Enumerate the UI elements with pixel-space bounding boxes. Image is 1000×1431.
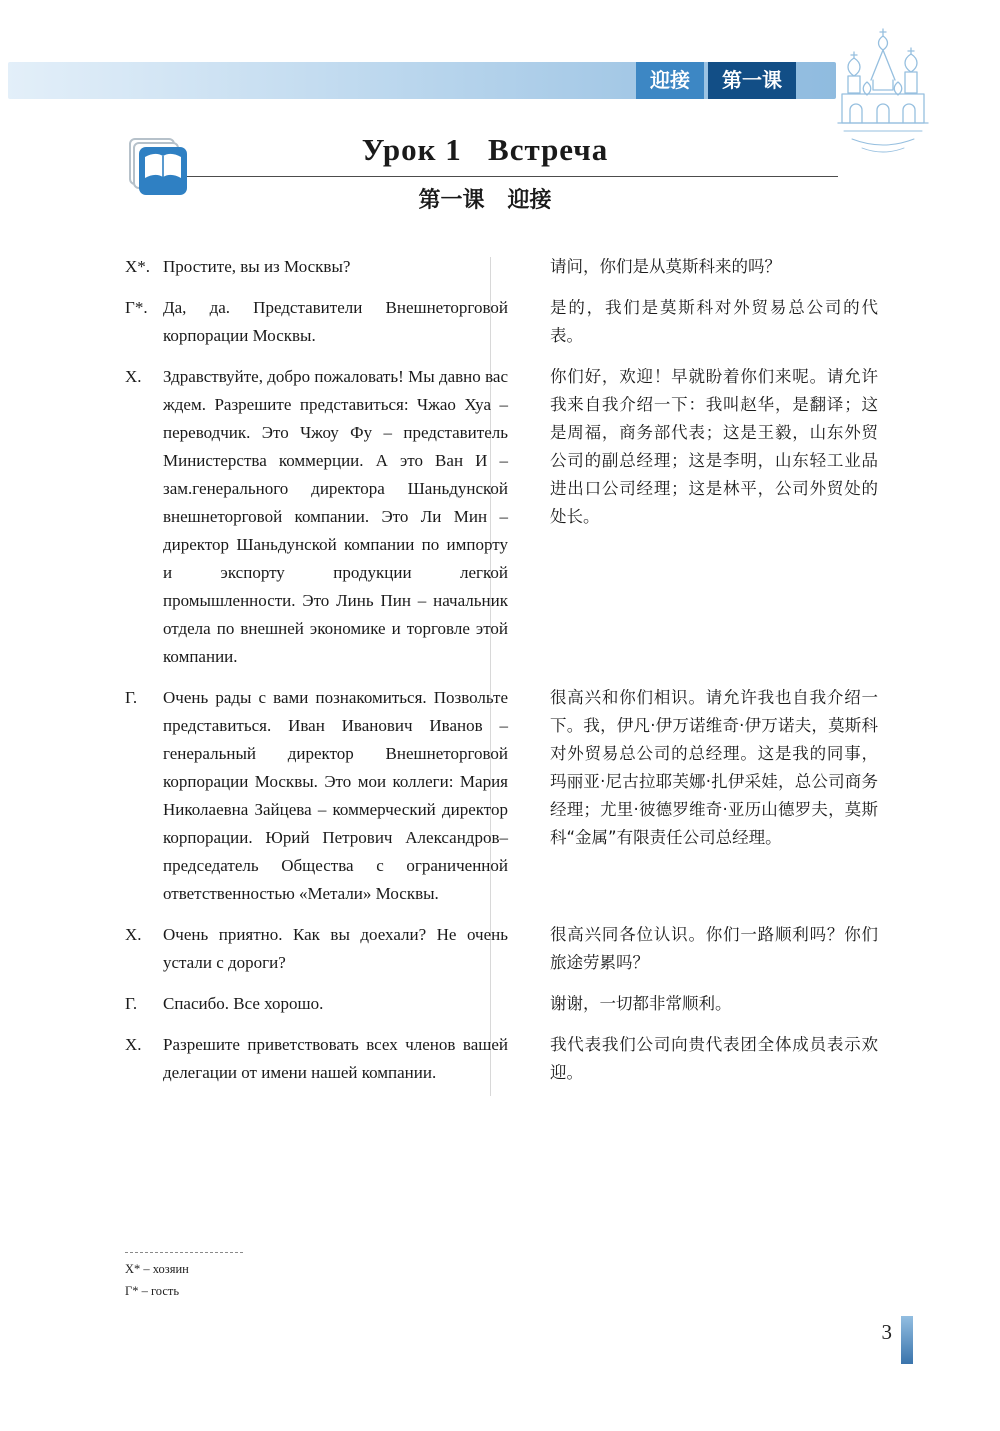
- speaker-label: Г.: [125, 994, 138, 1013]
- title-divider-rule: [130, 176, 838, 177]
- russian-cell: [125, 253, 508, 281]
- lesson-title-chinese: 第一课 迎接: [418, 188, 552, 213]
- chinese-text: 是的，我们是莫斯科对外贸易总公司的代表。: [550, 298, 878, 345]
- page-number: 3: [881, 1320, 892, 1344]
- speaker-label: Х*.: [125, 257, 151, 276]
- russian-cell: [125, 921, 508, 977]
- russian-text: Очень рады с вами познакомиться. Позвольте представиться. Иван Иванович Иванов – генеральный директор Внешнеторговой корпорации Москвы. Это мои коллеги: Мария Николаевна Зайцева – коммерческий директор корпорации. Юрий Петрович Александров– председатель Общества с ограниченной ответственностью «Метали» Москвы.: [163, 688, 508, 903]
- dialogue-row: [125, 990, 878, 1018]
- dialogue-row: [125, 253, 878, 281]
- header-tab-lesson: 第一课: [708, 62, 796, 99]
- russian-text: Спасибо. Все хорошо.: [163, 994, 324, 1013]
- speaker-label: Х.: [125, 1035, 142, 1054]
- header-tab-yingjie: 迎接: [636, 62, 704, 99]
- speaker-label: Г.: [125, 688, 138, 707]
- chinese-text: 很高兴和你们相识。请允许我也自我介绍一下。我，伊凡·伊万诺维奇·伊万诺夫，莫斯科对外贸易总公司的总经理。这是我的同事，玛丽亚·尼古拉耶芙娜·扎伊采娃，总公司商务经理；尤里·彼德罗维奇·亚历山德罗夫，莫斯科“金属”有限责任公司总经理。: [550, 688, 878, 847]
- russian-cell: [125, 684, 508, 908]
- speaker-label: Г*.: [125, 298, 148, 317]
- footnote-rule: [125, 1252, 243, 1253]
- russian-text: Здравствуйте, добро пожаловать! Мы давно вас ждем. Разрешите представиться: Чжао Хуа – переводчик. Это Чжоу Фу – представитель Министерства коммерции. А это Ван И – зам.генерального директора Шаньдунской внешнеторговой компании. Это Ли Мин – директор Шаньдунской компании по импорту и экспорту продукции легкой промышленности. Это Линь Пин – начальник отдела по внешней экономике и торговле этой компании.: [163, 367, 508, 666]
- speaker-label: Х.: [125, 925, 142, 944]
- cathedral-illustration-icon: [834, 26, 932, 165]
- dialogue-section: [125, 253, 878, 1100]
- russian-cell: [125, 1031, 508, 1087]
- book-icon: [128, 134, 190, 203]
- footnote-host: Х* – хозяин: [125, 1262, 189, 1276]
- page-edge-bar: [901, 1316, 913, 1364]
- chinese-text: 你们好，欢迎！早就盼着你们来呢。请允许我来自我介绍一下：我叫赵华，是翻译；这是周福，商务部代表；这是王毅，山东外贸公司的副总经理；这是李明，山东轻工业品进出口公司经理；这是林平，公司外贸处的处长。: [550, 367, 878, 526]
- speaker-label: Х.: [125, 367, 142, 386]
- dialogue-row: [125, 684, 878, 908]
- lesson-title-russian: Урок 1 Встреча: [361, 132, 609, 167]
- chinese-text: 请问，你们是从莫斯科来的吗？: [550, 257, 781, 276]
- header-bar: [8, 62, 836, 99]
- chinese-text: 谢谢，一切都非常顺利。: [550, 994, 732, 1013]
- russian-text: Простите, вы из Москвы?: [163, 257, 351, 276]
- russian-cell: [125, 294, 508, 350]
- russian-text: Да, да. Представители Внешнеторговой корпорации Москвы.: [163, 298, 508, 345]
- russian-text: Очень приятно. Как вы доехали? Не очень устали с дороги?: [163, 925, 508, 972]
- footnotes: [125, 1252, 243, 1306]
- footnote-guest: Г* – гость: [125, 1284, 180, 1298]
- chinese-text: 很高兴同各位认识。你们一路顺利吗？你们旅途劳累吗？: [550, 925, 878, 972]
- dialogue-row: [125, 294, 878, 350]
- dialogue-row: [125, 363, 878, 671]
- dialogue-row: [125, 1031, 878, 1087]
- dialogue-row: [125, 921, 878, 977]
- russian-cell: [125, 363, 508, 671]
- chinese-text: 我代表我们公司向贵代表团全体成员表示欢迎。: [550, 1035, 878, 1082]
- russian-cell: [125, 990, 508, 1018]
- russian-text: Разрешите приветствовать всех членов вашей делегации от имени нашей компании.: [163, 1035, 508, 1082]
